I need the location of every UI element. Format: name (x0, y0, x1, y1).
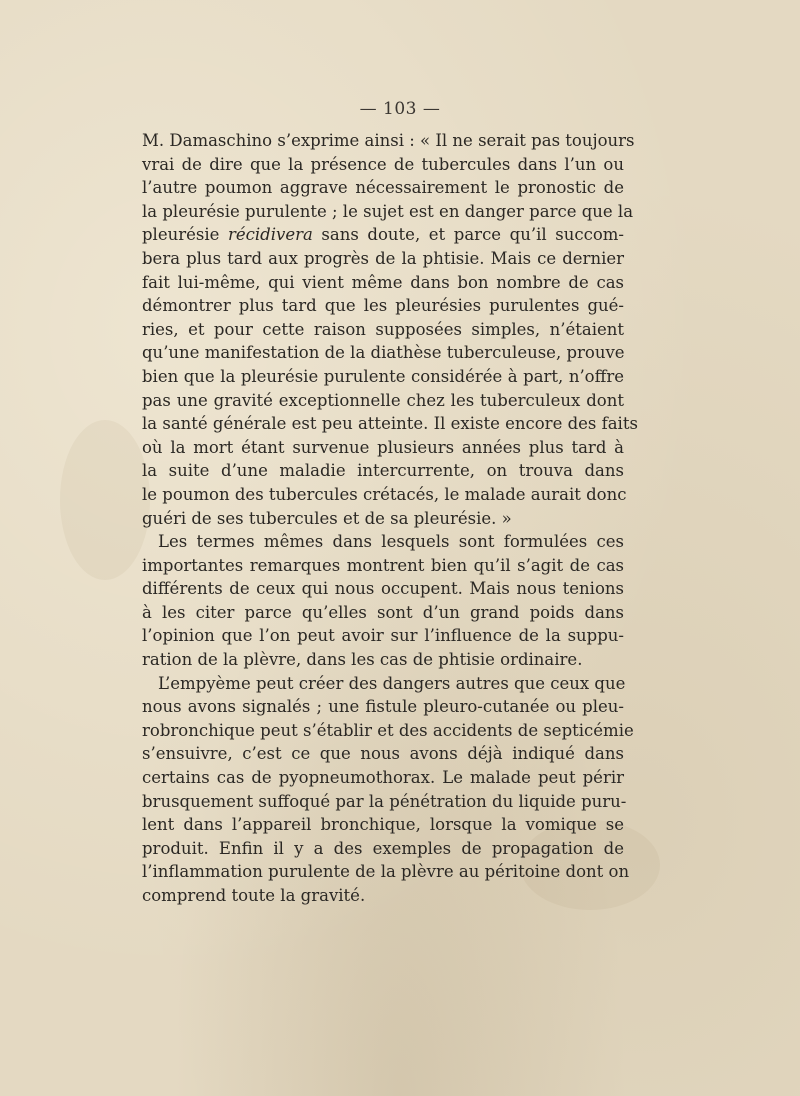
text-line: la pleurésie purulente ; le sujet est en danger parce que la (142, 201, 634, 221)
emphasized-word: récidivera (228, 225, 313, 245)
text-line: où la mort étant survenue plusieurs années plus tard à (142, 437, 624, 457)
text-line: robronchique peut s’établir et des accidents de septicémie (142, 720, 634, 740)
text-line: guéri de ses tubercules et de sa pleurésie. » (142, 508, 512, 528)
text-line: M. Damaschino s’exprime ainsi : « Il ne serait pas toujours (142, 131, 635, 150)
text-line: produit. Enfin il y a des exemples de propagation de (142, 838, 624, 858)
text-line: importantes remarques montrent bien qu’il s’agit de cas (142, 555, 624, 575)
text-line: la santé générale est peu atteinte. Il existe encore des faits (142, 414, 638, 434)
text-line: la suite d’une maladie intercurrente, on trouva dans (142, 461, 624, 481)
text-line: vrai de dire que la présence de tubercules dans l’un ou (142, 154, 624, 174)
text-line: lent dans l’appareil bronchique, lorsque la vomique se (142, 815, 624, 835)
page-number: — 103 — (359, 99, 441, 119)
text-line: brusquement suffoqué par la pénétration du liquide puru- (142, 791, 627, 811)
text-line: bien que la pleurésie purulente considérée à part, n’offre (142, 366, 624, 386)
text-line: certains cas de pyopneumothorax. Le malade peut périr (142, 768, 624, 788)
text-line: démontrer plus tard que les pleurésies purulentes gué- (142, 296, 624, 316)
text-line: l’opinion que l’on peut avoir sur l’influence de la suppu- (142, 626, 624, 646)
paper-stain (60, 420, 150, 580)
body-text (142, 129, 638, 908)
text-line: L’empyème peut créer des dangers autres que ceux que (158, 673, 626, 693)
text-line: l’autre poumon aggrave nécessairement le pronostic de (142, 178, 624, 198)
text-line: fait lui-même, qui vient même dans bon nombre de cas (142, 272, 624, 292)
text-line: ries, et pour cette raison supposées simples, n’étaient (142, 319, 624, 339)
text-line: ration de la plèvre, dans les cas de phtisie ordinaire. (142, 650, 583, 670)
text-line: pas une gravité exceptionnelle chez les tuberculeux dont (142, 390, 624, 410)
text-line: s’ensuivre, c’est ce que nous avons déjà indiqué dans (142, 744, 624, 764)
text-line: le poumon des tubercules crétacés, le malade aurait donc (142, 484, 627, 504)
text-line: qu’une manifestation de la diathèse tuberculeuse, prouve (142, 343, 625, 363)
text-line: l’inflammation purulente de la plèvre au péritoine dont on (142, 862, 630, 882)
text-line: différents de ceux qui nous occupent. Mais nous tenions (142, 579, 624, 599)
text-line: bera plus tard aux progrès de la phtisie. Mais ce dernier (142, 248, 624, 268)
text-line: comprend toute la gravité. (142, 886, 366, 905)
text-line: nous avons signalés ; une fistule pleuro-cutanée ou pleu- (142, 697, 624, 717)
text-line: pleurésie récidivera sans doute, et parce qu’il succom- (142, 225, 624, 245)
text-line: à les citer parce qu’elles sont d’un grand poids dans (142, 602, 624, 622)
text-line: Les termes mêmes dans lesquels sont formulées ces (158, 532, 624, 552)
